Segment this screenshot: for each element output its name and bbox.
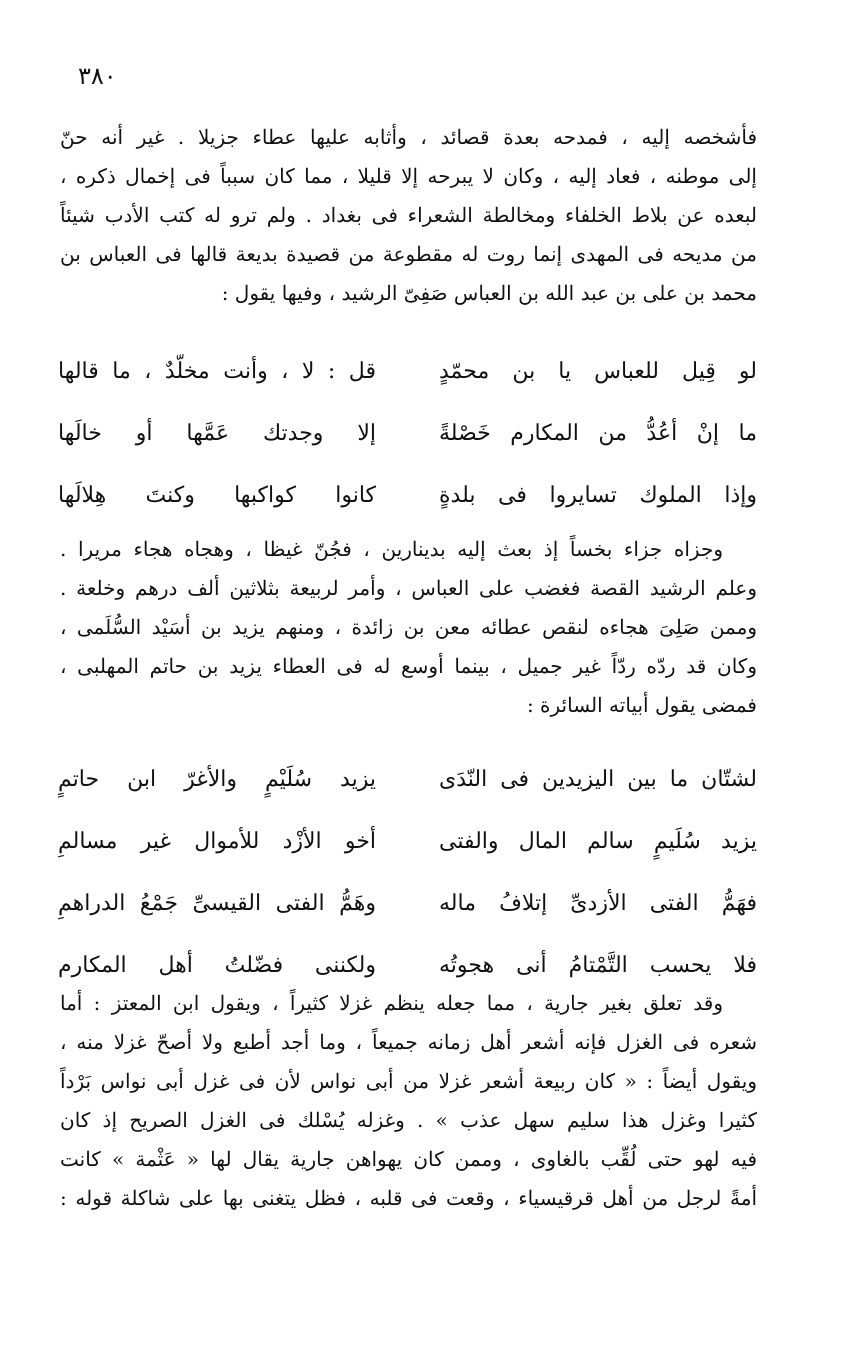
paragraph-3 [60, 984, 757, 1218]
text-line: وجزاه جزاء بخساً إذ بعث إليه بدينارين ، فجُنّ غيظا ، وهجاه هجاء مريرا . [60, 537, 723, 561]
text-line: فأشخصه إليه ، فمدحه بعدة قصائد ، وأثابه عليها عطاء جزيلا . غير أنه حنّ [60, 125, 757, 149]
text-line: وعلم الرشيد القصة فغضب على العباس ، وأمر لربيعة بثلاثين ألف درهم وخلعة . [60, 576, 757, 600]
verse-first-hemistich: لو قِيل للعباس يا بن محمّدٍ [439, 359, 757, 384]
verse-couplet [58, 812, 757, 874]
verse-first-hemistich: فلا يحسب التَّمْتامُ أنى هجوتُه [439, 953, 757, 978]
verse-second-hemistich: ولكننى فضّلتُ أهل المكارم [58, 953, 376, 978]
poem-block-1 [58, 342, 757, 528]
text-line: وقد تعلق بغير جارية ، مما جعله ينظم غزلا كثيراً ، ويقول ابن المعتز : أما [60, 991, 723, 1015]
verse-second-hemistich: أخو الأزْد للأموال غير مسالمِ [58, 829, 376, 854]
text-line: فمضى يقول أبياته السائرة : [526, 693, 757, 717]
paragraph-1 [60, 118, 757, 313]
text-line: محمد بن على بن عبد الله بن العباس صَفِىّ الرشيد ، وفيها يقول : [221, 281, 757, 305]
verse-couplet [58, 874, 757, 936]
verse-second-hemistich: قل : لا ، وأنت مخلّدٌ ، ما قالها [58, 359, 376, 384]
verse-first-hemistich: وإذا الملوك تسايروا فى بلدةٍ [439, 483, 757, 508]
text-line: إلى موطنه ، فعاد إليه ، وكان لا يبرحه إلا قليلا ، مما كان سبباً فى إخمال ذكره ، [60, 164, 757, 188]
verse-first-hemistich: فهَمُّ الفتى الأزدىِّ إتلافُ ماله [439, 891, 757, 916]
verse-second-hemistich: يزيد سُلَيْمٍ والأغرّ ابن حاتمٍ [58, 767, 376, 792]
verse-couplet [58, 466, 757, 528]
paragraph-2 [60, 530, 757, 725]
verse-first-hemistich: ما إنْ أعُدُّ من المكارم خَصْلةً [439, 421, 757, 446]
verse-second-hemistich: إلا وجدتك عَمَّها أو خالَها [58, 421, 376, 446]
poem-block-2 [58, 750, 757, 998]
text-line: وكان قد ردّه ردّاً غير جميل ، بينما أوسع له فى العطاء يزيد بن حاتم المهلبى ، [60, 654, 757, 678]
text-line: كثيرا وغزل هذا سليم سهل عذب » . وغزله يُسْلك فى الغزل الصريح إذ كان [60, 1108, 757, 1132]
text-line: ويقول أيضاً : « كان ربيعة أشعر غزلا من أبى نواس لأن فى غزل أبى نواس بَرْداً [60, 1069, 757, 1093]
text-line: فيه لهو حتى لُقِّب بالغاوى ، وممن كان يهواهن جارية يقال لها « عَثْمة » كانت [60, 1147, 757, 1171]
text-line: وممن صَلِىَ هجاءه لنقص عطائه معن بن زائدة ، ومنهم يزيد بن أسَيْد السُّلَمى ، [60, 615, 757, 639]
verse-second-hemistich: كانوا كواكبها وكنتَ هِلالَها [58, 483, 376, 508]
verse-first-hemistich: يزيد سُلَيمٍ سالم المال والفتى [439, 829, 757, 854]
text-line: لبعده عن بلاط الخلفاء ومخالطة الشعراء فى بغداد . ولم ترو له كتب الأدب شيئاً [60, 203, 757, 227]
verse-couplet [58, 404, 757, 466]
verse-first-hemistich: لشتّان ما بين اليزيدين فى النّدَى [439, 767, 757, 792]
verse-couplet [58, 342, 757, 404]
page-number: ٣٨٠ [78, 62, 117, 90]
verse-couplet [58, 750, 757, 812]
text-line: من مديحه فى المهدى إنما روت له مقطوعة من قصيدة بديعة قالها فى العباس بن [60, 242, 757, 266]
text-line: أمةً لرجل من أهل قرقيسياء ، وقعت فى قلبه ، فظل يتغنى بها على شاكلة قوله : [60, 1186, 757, 1210]
text-line: شعره فى الغزل فإنه أشعر أهل زمانه جميعاً ، وما أجد أطبع ولا أصحّ غزلا منه ، [60, 1030, 757, 1054]
verse-second-hemistich: وهَمُّ الفتى القيسىِّ جَمْعُ الدراهمِ [58, 891, 376, 916]
